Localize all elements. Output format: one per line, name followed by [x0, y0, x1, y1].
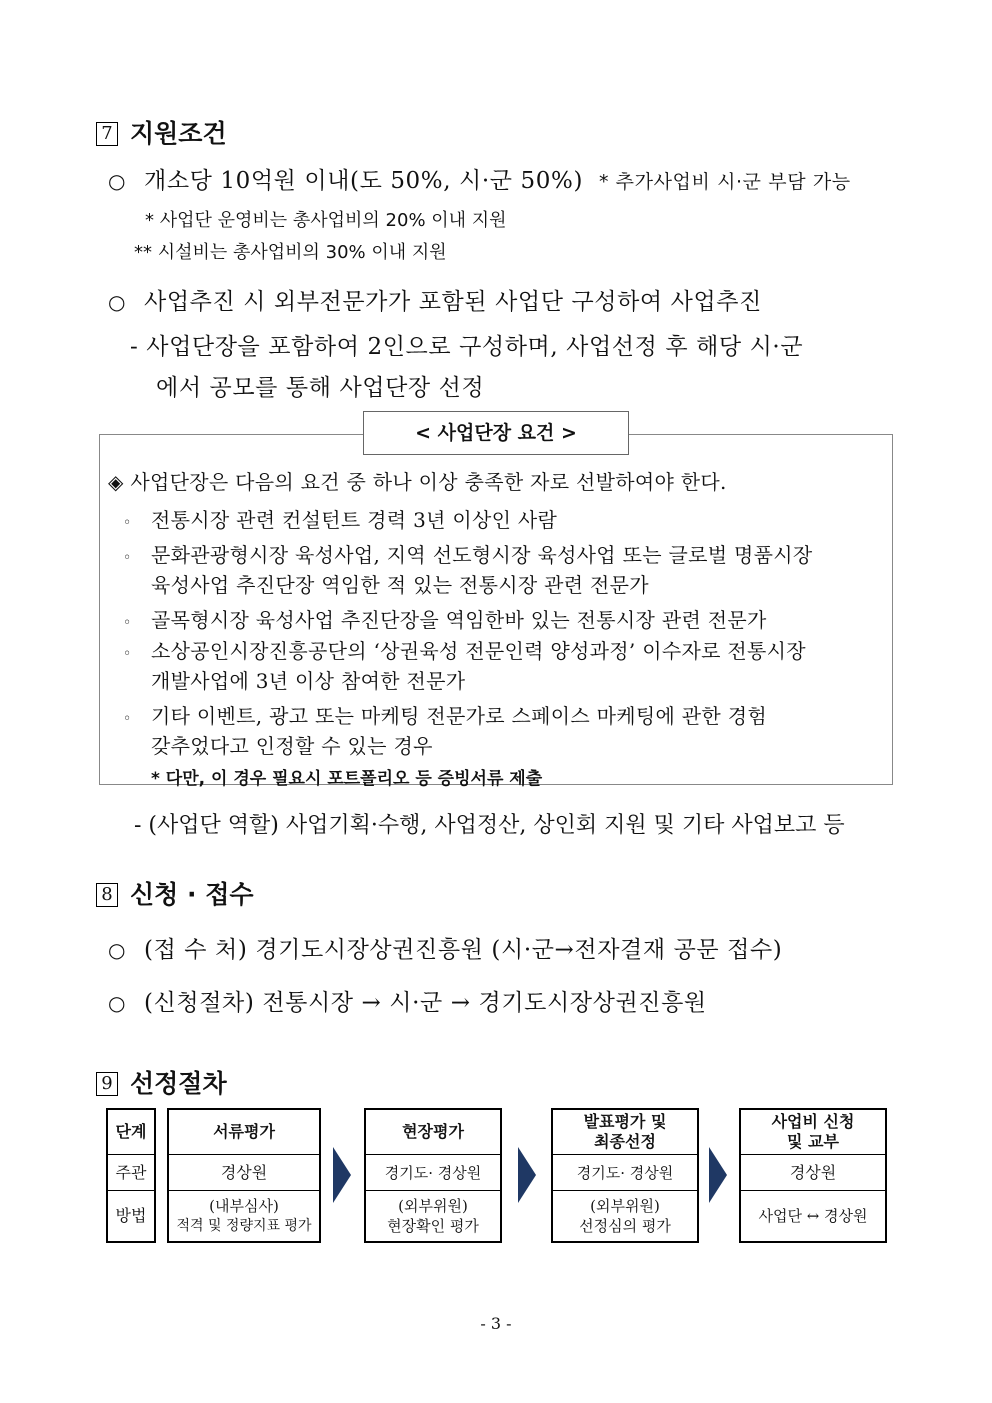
- condition-text: 개소당 10억원 이내(도 50%, 시·군 50%): [144, 168, 584, 194]
- step-method: (외부위원) 현장확인 평가: [387, 1197, 479, 1235]
- condition-note: * 추가사업비 시·군 부담 가능: [598, 171, 851, 193]
- requirements-lead: ◈ 사업단장은 다음의 요건 중 하나 이상 충족한 자로 선발하여야 한다.: [108, 470, 727, 494]
- row-label-stage: 단계: [115, 1122, 147, 1141]
- requirement-item: ◦ 소상공인시장진흥공단의 ‘상권육성 전문인력 양성과정’ 이수자로 전통시장: [123, 639, 806, 663]
- bullet: ○: [108, 290, 127, 314]
- requirements-footnote: * 다만, 이 경우 필요시 포트폴리오 등 증빙서류 제출: [151, 769, 543, 789]
- flow-arrow-icon: [333, 1147, 351, 1203]
- requirement-item: ◦ 골목형시장 육성사업 추진단장을 역임한바 있는 전통시장 관련 전문가: [123, 608, 767, 632]
- row-label-host: 주관: [115, 1162, 147, 1182]
- application-item: ○ (신청절차) 전통시장 → 시·군 → 경기도시장상권진흥원: [108, 990, 707, 1016]
- step-stage: 현장평가: [402, 1122, 464, 1141]
- page-number: - 3 -: [480, 1314, 512, 1333]
- section-title: 선정절차: [130, 1069, 227, 1098]
- section-8-heading: [96, 875, 254, 911]
- step-host: 경기도· 경상원: [576, 1163, 674, 1182]
- section-title: 지원조건: [130, 119, 227, 148]
- section-title: 신청 · 접수: [130, 880, 254, 909]
- flow-arrow-icon: [709, 1147, 727, 1203]
- requirement-item-cont: 갖추었다고 인정할 수 있는 경우: [151, 734, 433, 758]
- step-method: (외부위원) 선정심의 평가: [579, 1197, 671, 1235]
- step-document-review: [167, 1108, 321, 1243]
- step-funding: [739, 1108, 887, 1243]
- step-method: (내부심사) 적격 및 정량지표 평가: [176, 1197, 312, 1234]
- dash-line-2: 에서 공모를 통해 사업단장 선정: [156, 375, 485, 401]
- section-number: 8: [96, 883, 118, 907]
- condition-item-2: [108, 283, 762, 316]
- step-stage: 발표평가 및 최종선정: [583, 1112, 667, 1151]
- dash-role-line: - (사업단 역할) 사업기획·수행, 사업정산, 상인회 지원 및 기타 사업보고 등: [134, 813, 845, 838]
- requirement-item: ◦ 전통시장 관련 컨설턴트 경력 3년 이상인 사람: [123, 508, 558, 532]
- step-stage: 서류평가: [213, 1122, 275, 1141]
- requirement-item-cont: 육성사업 추진단장 역임한 적 있는 전통시장 관련 전문가: [151, 573, 649, 597]
- bullet: ○: [108, 169, 127, 193]
- condition-text: 사업추진 시 외부전문가가 포함된 사업단 구성하여 사업추진: [144, 289, 762, 315]
- step-stage: 사업비 신청 및 교부: [771, 1112, 855, 1151]
- requirement-item-cont: 개발사업에 3년 이상 참여한 전문가: [151, 669, 466, 693]
- application-item: ○ (접 수 처) 경기도시장상권진흥원 (시·군→전자결재 공문 접수): [108, 937, 783, 963]
- section-9-heading: [96, 1064, 227, 1100]
- step-host: 경상원: [220, 1162, 268, 1182]
- step-site-review: [364, 1108, 502, 1243]
- section-number: 7: [96, 122, 118, 146]
- sub-note-2: ** 시설비는 총사업비의 30% 이내 지원: [134, 242, 447, 263]
- row-label-method: 방법: [115, 1206, 147, 1225]
- sub-note-1: * 사업단 운영비는 총사업비의 20% 이내 지원: [145, 210, 507, 231]
- step-host: 경기도· 경상원: [384, 1163, 482, 1182]
- section-number: 9: [96, 1072, 118, 1096]
- step-host: 경상원: [789, 1162, 837, 1182]
- condition-item-1: [108, 162, 851, 195]
- section-7-heading: [96, 114, 227, 150]
- dash-line-1: - 사업단장을 포함하여 2인으로 구성하며, 사업선정 후 해당 시·군: [130, 334, 804, 360]
- requirement-item: ◦ 기타 이벤트, 광고 또는 마케팅 전문가로 스페이스 마케팅에 관한 경험: [123, 704, 767, 728]
- requirements-box-title: < 사업단장 요건 >: [363, 411, 629, 455]
- row-label-column: [106, 1108, 156, 1243]
- step-method: 사업단 ↔ 경상원: [758, 1207, 868, 1225]
- flow-arrow-icon: [518, 1147, 536, 1203]
- requirement-item: ◦ 문화관광형시장 육성사업, 지역 선도형시장 육성사업 또는 글로벌 명품시장: [123, 543, 813, 567]
- step-presentation-review: [551, 1108, 699, 1243]
